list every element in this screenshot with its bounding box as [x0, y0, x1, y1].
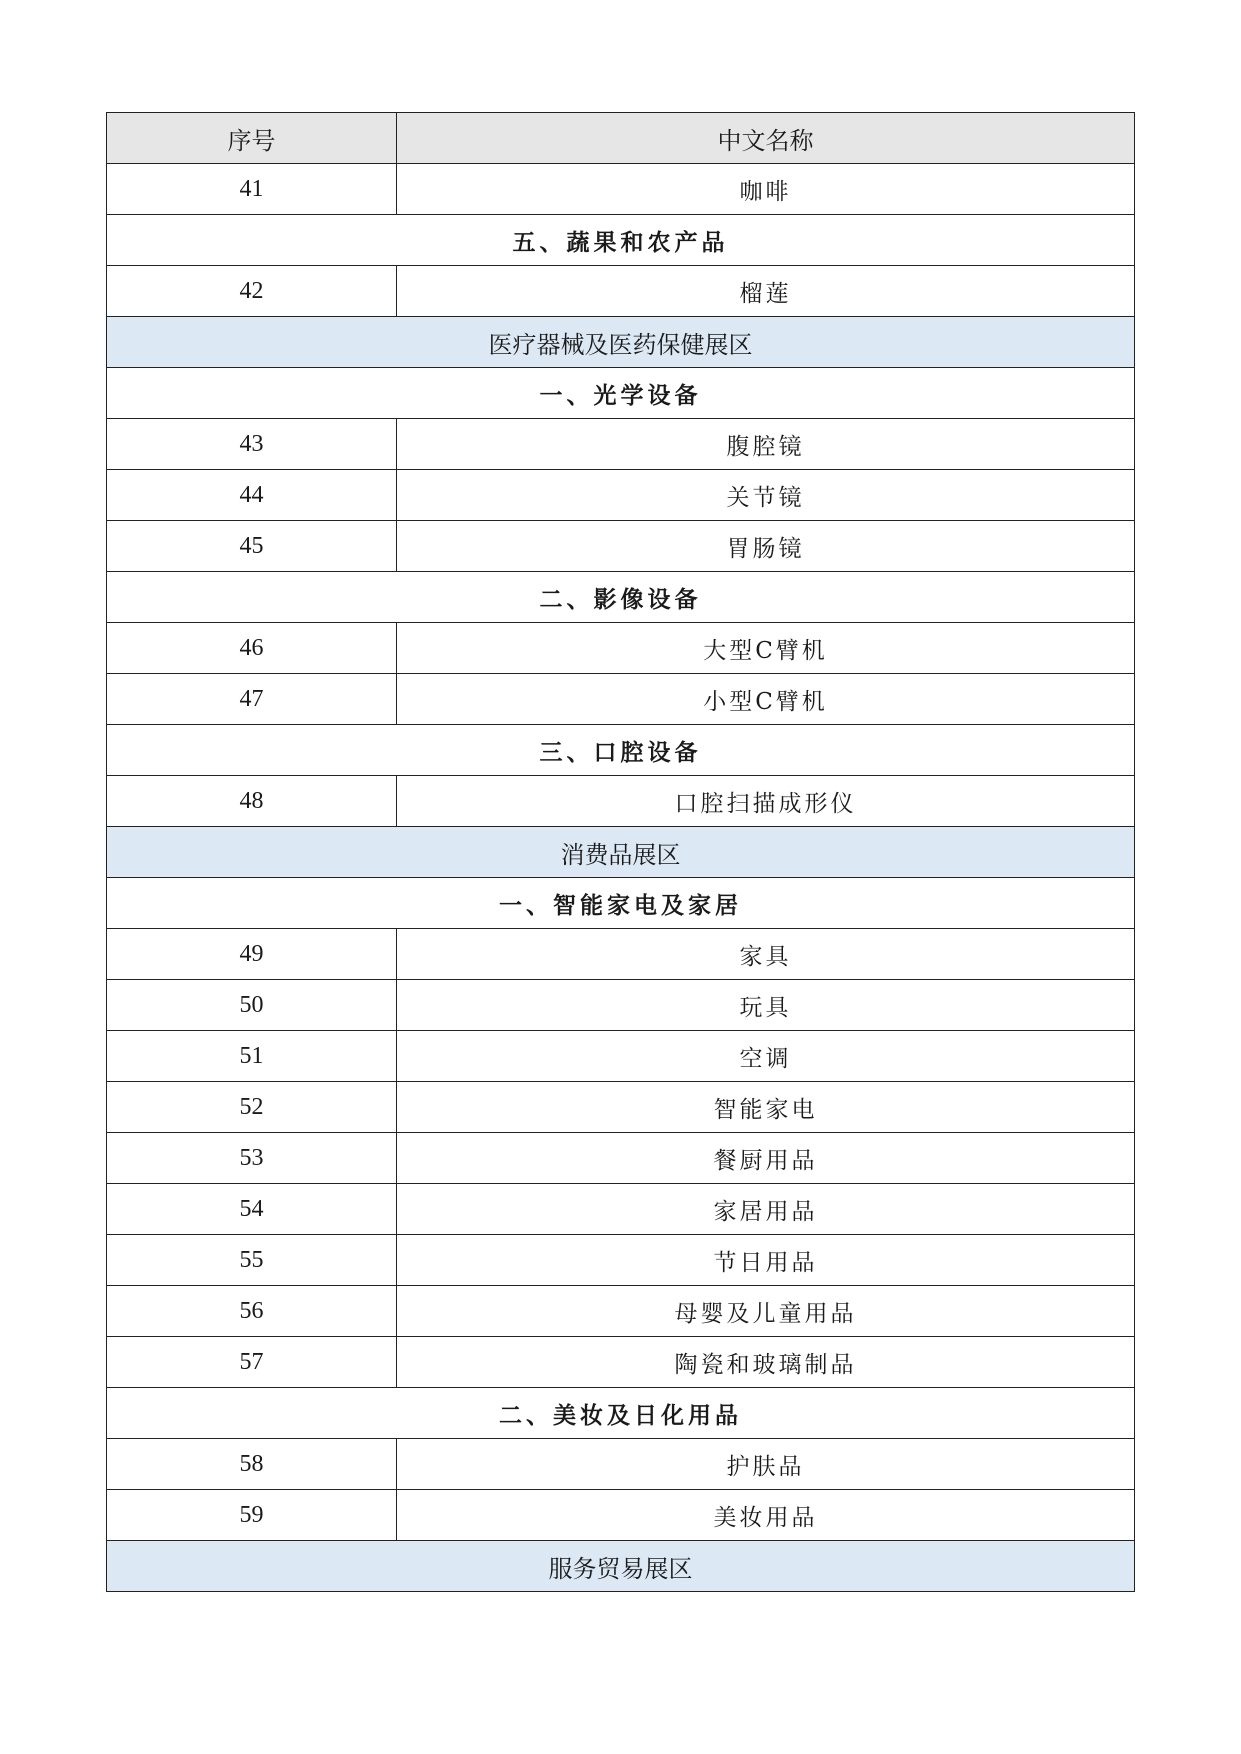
- row-index: 55: [107, 1235, 397, 1286]
- row-name: 小型C臂机: [397, 674, 1135, 725]
- category-heading: 三、口腔设备: [107, 725, 1135, 776]
- row-index: 48: [107, 776, 397, 827]
- category-heading: 一、光学设备: [107, 368, 1135, 419]
- row-index: 56: [107, 1286, 397, 1337]
- row-name: 护肤品: [397, 1439, 1135, 1490]
- row-name: 玩具: [397, 980, 1135, 1031]
- zone-heading: 医疗器械及医药保健展区: [107, 317, 1135, 368]
- row-name: 餐厨用品: [397, 1133, 1135, 1184]
- table-row: [107, 929, 1135, 980]
- row-index: 43: [107, 419, 397, 470]
- row-name: 关节镜: [397, 470, 1135, 521]
- row-name: 家居用品: [397, 1184, 1135, 1235]
- table-row: [107, 674, 1135, 725]
- row-name: 智能家电: [397, 1082, 1135, 1133]
- table-row: [107, 521, 1135, 572]
- row-index: 53: [107, 1133, 397, 1184]
- category-heading-row: [107, 572, 1135, 623]
- row-index: 46: [107, 623, 397, 674]
- row-index: 49: [107, 929, 397, 980]
- row-name: 母婴及儿童用品: [397, 1286, 1135, 1337]
- table-row: [107, 623, 1135, 674]
- table-row: [107, 1490, 1135, 1541]
- row-index: 50: [107, 980, 397, 1031]
- category-heading: 二、美妆及日化用品: [107, 1388, 1135, 1439]
- table-row: [107, 1031, 1135, 1082]
- row-index: 54: [107, 1184, 397, 1235]
- category-heading-row: [107, 878, 1135, 929]
- category-heading-row: [107, 368, 1135, 419]
- category-heading-row: [107, 1388, 1135, 1439]
- row-name: 大型C臂机: [397, 623, 1135, 674]
- row-name: 美妆用品: [397, 1490, 1135, 1541]
- zone-heading-row: [107, 317, 1135, 368]
- zone-heading-row: [107, 1541, 1135, 1592]
- table-row: [107, 470, 1135, 521]
- row-name: 陶瓷和玻璃制品: [397, 1337, 1135, 1388]
- row-name: 家具: [397, 929, 1135, 980]
- table-row: [107, 776, 1135, 827]
- row-index: 57: [107, 1337, 397, 1388]
- row-index: 42: [107, 266, 397, 317]
- table-row: [107, 1286, 1135, 1337]
- category-heading-row: [107, 215, 1135, 266]
- table-body: [107, 164, 1135, 1592]
- row-name: 空调: [397, 1031, 1135, 1082]
- catalog-table: [106, 112, 1135, 1592]
- category-heading: 二、影像设备: [107, 572, 1135, 623]
- zone-heading-row: [107, 827, 1135, 878]
- row-index: 51: [107, 1031, 397, 1082]
- table-row: [107, 980, 1135, 1031]
- table-row: [107, 266, 1135, 317]
- row-index: 52: [107, 1082, 397, 1133]
- row-index: 45: [107, 521, 397, 572]
- table-row: [107, 1439, 1135, 1490]
- table-row: [107, 1133, 1135, 1184]
- row-index: 47: [107, 674, 397, 725]
- header-index: 序号: [107, 113, 397, 164]
- table-header-row: [107, 113, 1135, 164]
- table-row: [107, 1235, 1135, 1286]
- category-heading: 五、蔬果和农产品: [107, 215, 1135, 266]
- row-index: 58: [107, 1439, 397, 1490]
- zone-heading: 消费品展区: [107, 827, 1135, 878]
- row-index: 41: [107, 164, 397, 215]
- table-row: [107, 164, 1135, 215]
- header-name: 中文名称: [397, 113, 1135, 164]
- category-heading: 一、智能家电及家居: [107, 878, 1135, 929]
- row-name: 榴莲: [397, 266, 1135, 317]
- zone-heading: 服务贸易展区: [107, 1541, 1135, 1592]
- category-heading-row: [107, 725, 1135, 776]
- row-index: 44: [107, 470, 397, 521]
- table-row: [107, 1337, 1135, 1388]
- row-name: 咖啡: [397, 164, 1135, 215]
- table-row: [107, 1082, 1135, 1133]
- row-name: 胃肠镜: [397, 521, 1135, 572]
- row-name: 口腔扫描成形仪: [397, 776, 1135, 827]
- table-row: [107, 419, 1135, 470]
- row-index: 59: [107, 1490, 397, 1541]
- row-name: 节日用品: [397, 1235, 1135, 1286]
- table-row: [107, 1184, 1135, 1235]
- row-name: 腹腔镜: [397, 419, 1135, 470]
